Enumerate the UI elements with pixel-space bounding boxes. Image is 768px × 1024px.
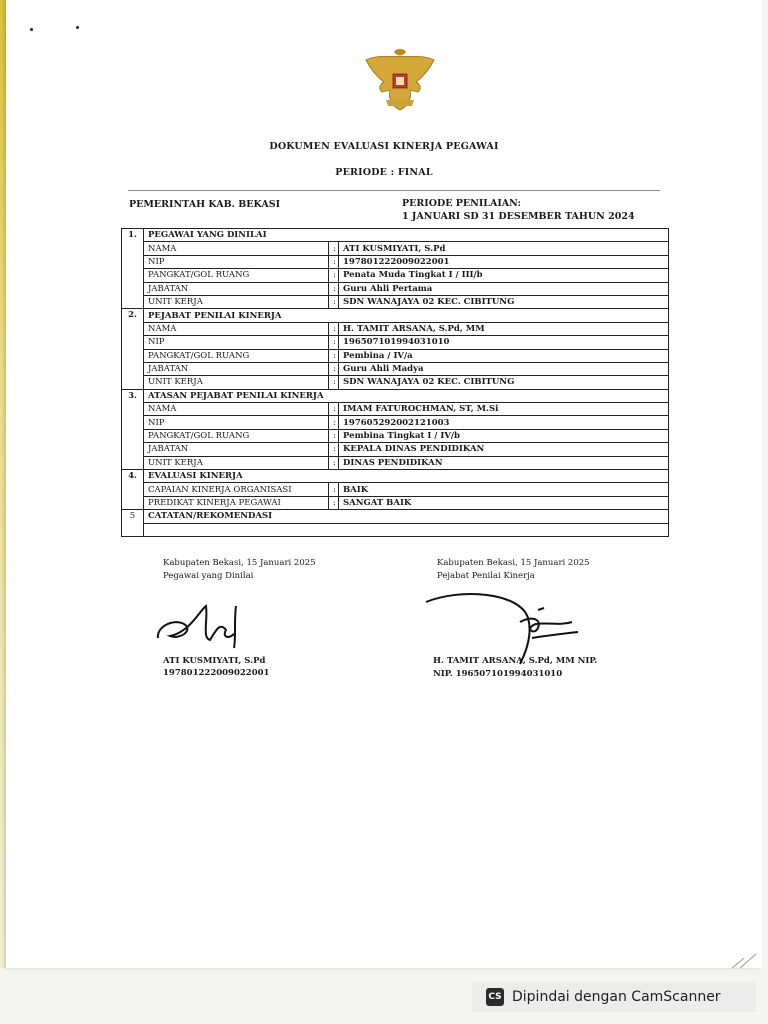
row-value: Guru Ahli Pertama (339, 282, 669, 295)
colon: : (329, 403, 339, 416)
section-header-row (122, 470, 669, 483)
row-label: JABATAN (144, 282, 329, 295)
row-label: UNIT KERJA (144, 456, 329, 469)
garuda-emblem-icon (360, 48, 440, 116)
row-label: PREDIKAT KINERJA PEGAWAI (144, 496, 329, 509)
row-label: NIP (144, 416, 329, 429)
row-label: JABATAN (144, 362, 329, 375)
colon: : (329, 295, 339, 308)
row-label: JABATAN (144, 443, 329, 456)
evaluation-table (121, 228, 669, 537)
row-label: PANGKAT/GOL RUANG (144, 269, 329, 282)
left-signer-name: ATI KUSMIYATI, S.Pd (163, 656, 266, 666)
table-row (122, 349, 669, 362)
table-row (122, 336, 669, 349)
left-signature-icon (150, 600, 260, 660)
row-value: Pembina / IV/a (339, 349, 669, 362)
row-value: Penata Muda Tingkat I / III/b (339, 269, 669, 282)
table-row (122, 269, 669, 282)
section-number: 3. (122, 389, 144, 469)
section-number: 2. (122, 309, 144, 389)
table-row (122, 362, 669, 375)
document-title: DOKUMEN EVALUASI KINERJA PEGAWAI (269, 141, 499, 152)
section-number: 5 (122, 510, 144, 537)
row-value: 197605292002121003 (339, 416, 669, 429)
camscanner-logo-icon: CS (486, 988, 504, 1006)
row-label: NIP (144, 255, 329, 268)
section-header-row (122, 309, 669, 322)
row-value: 197801222009022001 (339, 255, 669, 268)
row-label: UNIT KERJA (144, 376, 329, 389)
section-header-row (122, 510, 669, 523)
table-row (122, 496, 669, 509)
table-row (122, 282, 669, 295)
colon: : (329, 322, 339, 335)
table-row (122, 242, 669, 255)
colon: : (329, 496, 339, 509)
colon: : (329, 483, 339, 496)
colon: : (329, 429, 339, 442)
row-label: NIP (144, 336, 329, 349)
colon: : (329, 269, 339, 282)
right-role: Pejabat Penilai Kinerja (437, 571, 535, 581)
table-row (122, 443, 669, 456)
row-value: IMAM FATUROCHMAN, ST, M.Si (339, 403, 669, 416)
table-row (122, 416, 669, 429)
left-signer-nip: 197801222009022001 (163, 668, 270, 678)
right-signer-name: H. TAMIT ARSANA, S.Pd, MM NIP. (433, 656, 598, 666)
row-value: BAIK (339, 483, 669, 496)
row-value: Guru Ahli Madya (339, 362, 669, 375)
row-value: SDN WANAJAYA 02 KEC. CIBITUNG (339, 295, 669, 308)
table-row (122, 255, 669, 268)
row-label: NAMA (144, 322, 329, 335)
left-place-date: Kabupaten Bekasi, 15 Januari 2025 (163, 558, 316, 568)
section-title: PEGAWAI YANG DINILAI (144, 229, 669, 242)
camscanner-label: Dipindai dengan CamScanner (512, 989, 721, 1005)
section-header-row (122, 229, 669, 242)
row-value: DINAS PENDIDIKAN (339, 456, 669, 469)
table-row (122, 483, 669, 496)
colon: : (329, 376, 339, 389)
colon: : (329, 255, 339, 268)
row-label: UNIT KERJA (144, 295, 329, 308)
colon: : (329, 349, 339, 362)
scan-speck (76, 26, 79, 29)
section-header-row (122, 389, 669, 402)
row-value: H. TAMIT ARSANA, S.Pd, MM (339, 322, 669, 335)
table-row (122, 376, 669, 389)
camscanner-watermark (472, 982, 756, 1012)
section-number: 1. (122, 229, 144, 309)
table-row (122, 322, 669, 335)
table-row (122, 429, 669, 442)
colon: : (329, 336, 339, 349)
section-title: EVALUASI KINERJA (144, 470, 669, 483)
table-row (122, 456, 669, 469)
row-label: CAPAIAN KINERJA ORGANISASI (144, 483, 329, 496)
colon: : (329, 362, 339, 375)
right-place-date: Kabupaten Bekasi, 15 Januari 2025 (437, 558, 590, 568)
row-value: KEPALA DINAS PENDIDIKAN (339, 443, 669, 456)
table-row (122, 523, 669, 536)
section-title: ATASAN PEJABAT PENILAI KINERJA (144, 389, 669, 402)
corner-mark-icon (730, 950, 760, 970)
periode-label: PERIODE : FINAL (335, 167, 433, 178)
row-value: SDN WANAJAYA 02 KEC. CIBITUNG (339, 376, 669, 389)
header-divider (128, 190, 660, 191)
right-signer-nip: NIP. 196507101994031010 (433, 669, 563, 679)
row-value: ATI KUSMIYATI, S.Pd (339, 242, 669, 255)
row-label: PANGKAT/GOL RUANG (144, 429, 329, 442)
catatan-blank (144, 523, 669, 536)
left-role: Pegawai yang Dinilai (163, 571, 254, 581)
section-number: 4. (122, 470, 144, 510)
section-title: CATATAN/REKOMENDASI (144, 510, 669, 523)
row-label: NAMA (144, 242, 329, 255)
scan-speck (30, 28, 33, 31)
colon: : (329, 282, 339, 295)
table-row (122, 295, 669, 308)
colon: : (329, 443, 339, 456)
row-label: PANGKAT/GOL RUANG (144, 349, 329, 362)
colon: : (329, 416, 339, 429)
table-row (122, 403, 669, 416)
colon: : (329, 242, 339, 255)
periode-penilaian-label: PERIODE PENILAIAN: (402, 198, 522, 209)
colon: : (329, 456, 339, 469)
row-value: Pembina Tingkat I / IV/b (339, 429, 669, 442)
section-title: PEJABAT PENILAI KINERJA (144, 309, 669, 322)
row-label: NAMA (144, 403, 329, 416)
instansi-label: PEMERINTAH KAB. BEKASI (129, 199, 281, 210)
row-value: 196507101994031010 (339, 336, 669, 349)
periode-penilaian-value: 1 JANUARI SD 31 DESEMBER TAHUN 2024 (402, 211, 635, 222)
row-value: SANGAT BAIK (339, 496, 669, 509)
